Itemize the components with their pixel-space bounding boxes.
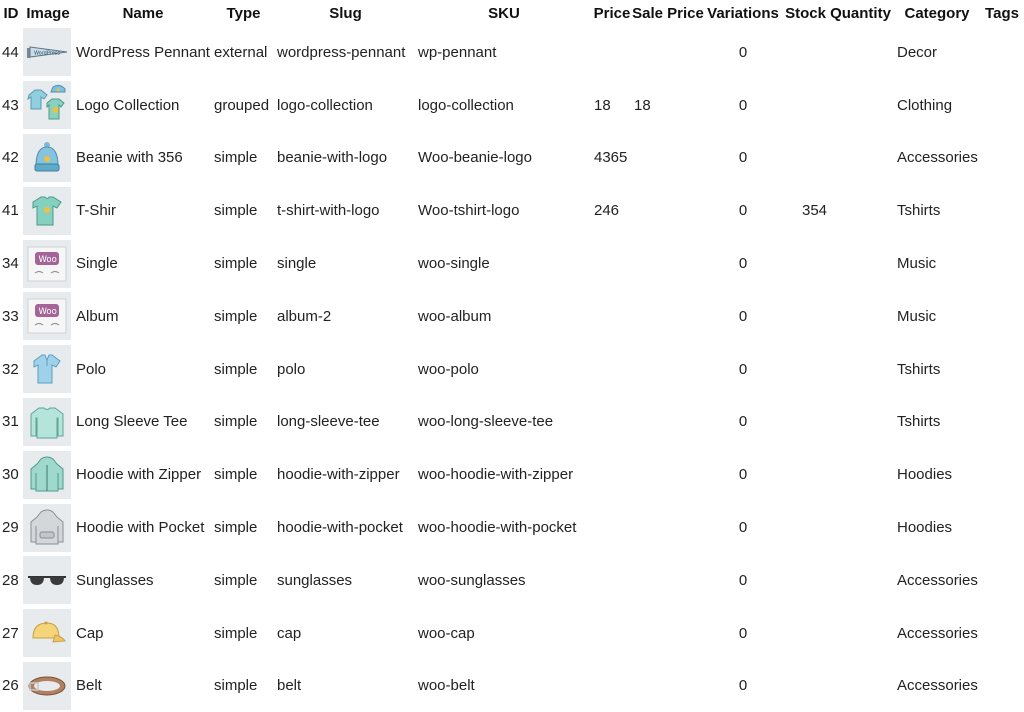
cell-sale-price: 18 <box>634 96 651 114</box>
cell-category: Hoodies <box>897 466 953 484</box>
cell-tags <box>980 132 1024 185</box>
cell-price <box>592 396 632 449</box>
cell-sale-price <box>632 607 704 660</box>
cell-slug: album-2 <box>277 307 332 325</box>
belt-icon[interactable] <box>23 662 71 710</box>
cell-sale-price <box>632 448 704 501</box>
cell-sku: Woo-tshirt-logo <box>418 202 520 220</box>
cell-stock-quantity <box>782 26 894 79</box>
cell-name[interactable]: T-Shir <box>76 202 117 220</box>
table-row[interactable] <box>0 237 1024 290</box>
cell-price <box>592 607 632 660</box>
cell-image <box>22 554 74 607</box>
cell-variations: 0 <box>738 677 748 695</box>
cell-name[interactable]: Cap <box>76 624 104 642</box>
cell-name[interactable]: Hoodie with Zipper <box>76 466 202 484</box>
cell-stock-quantity <box>782 237 894 290</box>
polo-icon[interactable] <box>23 345 71 393</box>
sunglasses-icon[interactable] <box>23 556 71 604</box>
hoodie-zipper-icon[interactable] <box>23 451 71 499</box>
cell-variations: 0 <box>738 466 748 484</box>
cell-stock-quantity <box>782 607 894 660</box>
cell-tags <box>980 607 1024 660</box>
cell-name[interactable]: Polo <box>76 360 107 378</box>
cell-sale-price <box>632 132 704 185</box>
cell-variations: 0 <box>738 571 748 589</box>
cell-type: grouped <box>214 96 270 114</box>
cell-sale-price <box>632 184 704 237</box>
cell-stock-quantity <box>782 79 894 132</box>
cell-tags <box>980 554 1024 607</box>
cell-variations: 0 <box>738 519 748 537</box>
cell-type: simple <box>214 413 258 431</box>
tshirt-icon[interactable] <box>23 187 71 235</box>
cell-id: 33 <box>2 307 19 325</box>
cell-type: external <box>214 43 268 61</box>
cell-slug: single <box>277 255 317 273</box>
cell-slug: wordpress-pennant <box>277 43 406 61</box>
cell-price <box>592 26 632 79</box>
cell-id: 42 <box>2 149 19 167</box>
cell-price <box>592 501 632 554</box>
cell-image <box>22 26 74 79</box>
table-row[interactable] <box>0 607 1024 660</box>
cell-tags <box>980 290 1024 343</box>
cell-name[interactable]: Sunglasses <box>76 571 154 589</box>
cell-tags <box>980 448 1024 501</box>
cell-type: simple <box>214 149 258 167</box>
cell-name[interactable]: Single <box>76 255 118 273</box>
table-row[interactable] <box>0 343 1024 396</box>
cell-stock-quantity <box>782 501 894 554</box>
cell-sku: woo-belt <box>418 677 475 695</box>
cell-name[interactable]: Beanie with 356 <box>76 149 183 167</box>
cell-id: 26 <box>2 677 19 695</box>
cell-name[interactable]: WordPress Pennant <box>76 43 210 61</box>
cell-category: Accessories <box>897 571 978 589</box>
cell-price <box>592 343 632 396</box>
cell-variations: 0 <box>738 307 748 325</box>
cell-type: simple <box>214 466 258 484</box>
long-sleeve-tee-icon[interactable] <box>23 398 71 446</box>
cell-sku: woo-hoodie-with-pocket <box>418 519 577 537</box>
cell-category: Accessories <box>897 624 978 642</box>
cell-slug: logo-collection <box>277 96 373 114</box>
svg-text:Woo: Woo <box>38 307 57 318</box>
cell-slug: cap <box>277 624 302 642</box>
cell-tags <box>980 396 1024 449</box>
cell-variations: 0 <box>738 413 748 431</box>
cell-id: 34 <box>2 255 19 273</box>
cell-sku: woo-cap <box>418 624 475 642</box>
cell-tags <box>980 343 1024 396</box>
cell-price <box>592 290 632 343</box>
woo-album-icon[interactable] <box>23 292 71 340</box>
header-image[interactable]: Image <box>26 4 70 22</box>
table-row[interactable] <box>0 501 1024 554</box>
table-row[interactable] <box>0 184 1024 237</box>
cell-stock-quantity <box>782 554 894 607</box>
hoodie-pocket-icon[interactable] <box>23 504 71 552</box>
cell-name[interactable]: Album <box>76 307 119 325</box>
cell-category: Tshirts <box>897 360 941 378</box>
cell-category: Tshirts <box>897 413 941 431</box>
cell-price <box>592 448 632 501</box>
cell-image <box>22 184 74 237</box>
cell-variations: 0 <box>738 43 748 61</box>
header-variations[interactable]: Variations <box>707 4 779 22</box>
cell-stock-quantity: 354 <box>802 202 828 220</box>
cell-sku: wp-pennant <box>418 43 497 61</box>
header-slug[interactable]: Slug <box>329 4 362 22</box>
cell-sale-price <box>632 237 704 290</box>
header-row <box>0 0 1024 26</box>
cell-image <box>22 501 74 554</box>
cell-category: Decor <box>897 43 938 61</box>
cell-image <box>22 237 74 290</box>
cell-slug: sunglasses <box>277 571 353 589</box>
cell-type: simple <box>214 677 258 695</box>
cell-image <box>22 343 74 396</box>
cell-image <box>22 607 74 660</box>
cell-price: 18 <box>594 96 611 114</box>
table-row[interactable] <box>0 290 1024 343</box>
header-name[interactable]: Name <box>122 4 164 22</box>
table-row[interactable] <box>0 132 1024 185</box>
header-id[interactable]: ID <box>3 4 19 22</box>
cell-id: 29 <box>2 519 19 537</box>
cell-name[interactable]: Logo Collection <box>76 96 180 114</box>
pennant-icon[interactable] <box>23 28 71 76</box>
header-type[interactable]: Type <box>226 4 261 22</box>
cell-sale-price <box>632 396 704 449</box>
cell-id: 28 <box>2 571 19 589</box>
cell-id: 41 <box>2 202 19 220</box>
cell-stock-quantity <box>782 290 894 343</box>
header-sku[interactable]: SKU <box>488 4 520 22</box>
header-price[interactable]: Price <box>593 4 631 22</box>
svg-text:Woo: Woo <box>38 254 57 265</box>
cell-slug: t-shirt-with-logo <box>277 202 380 220</box>
cell-variations: 0 <box>738 255 748 273</box>
woo-single-icon[interactable] <box>23 240 71 288</box>
cell-tags <box>980 237 1024 290</box>
svg-text:WordPress: WordPress <box>34 50 61 57</box>
header-category[interactable]: Category <box>904 4 970 22</box>
cell-sku: woo-sunglasses <box>418 571 526 589</box>
cell-id: 44 <box>2 43 19 61</box>
cell-type: simple <box>214 255 258 273</box>
cell-type: simple <box>214 571 258 589</box>
header-tags[interactable]: Tags <box>985 4 1019 22</box>
cell-slug: hoodie-with-zipper <box>277 466 400 484</box>
cell-id: 31 <box>2 413 19 431</box>
cell-sale-price <box>632 660 704 712</box>
cell-slug: polo <box>277 360 306 378</box>
cell-stock-quantity <box>782 660 894 712</box>
cell-sale-price <box>632 343 704 396</box>
table-row[interactable] <box>0 660 1024 712</box>
cell-id: 32 <box>2 360 19 378</box>
cell-sku: woo-single <box>418 255 490 273</box>
cell-slug: belt <box>277 677 302 695</box>
cell-type: simple <box>214 360 258 378</box>
cell-variations: 0 <box>738 624 748 642</box>
cell-sku: woo-hoodie-with-zipper <box>418 466 574 484</box>
cell-stock-quantity <box>782 132 894 185</box>
cell-type: simple <box>214 519 258 537</box>
cell-price <box>592 237 632 290</box>
cell-sale-price <box>632 26 704 79</box>
cell-category: Accessories <box>897 149 978 167</box>
cell-sku: woo-album <box>418 307 492 325</box>
cell-sku: Woo-beanie-logo <box>418 149 532 167</box>
cell-image <box>22 290 74 343</box>
cell-type: simple <box>214 202 258 220</box>
cell-slug: beanie-with-logo <box>277 149 388 167</box>
cell-type: simple <box>214 307 258 325</box>
cell-category: Clothing <box>897 96 953 114</box>
cell-image <box>22 79 74 132</box>
cell-category: Accessories <box>897 677 978 695</box>
cell-price <box>592 660 632 712</box>
cell-sale-price <box>632 501 704 554</box>
cell-sku: woo-long-sleeve-tee <box>418 413 554 431</box>
cell-stock-quantity <box>782 448 894 501</box>
cell-stock-quantity <box>782 343 894 396</box>
cell-price: 4365 <box>594 149 628 167</box>
cell-name[interactable]: Long Sleeve Tee <box>76 413 188 431</box>
cell-stock-quantity <box>782 396 894 449</box>
cell-slug: hoodie-with-pocket <box>277 519 403 537</box>
logo-collection-icon[interactable] <box>23 81 71 129</box>
cell-name[interactable]: Belt <box>76 677 102 695</box>
cell-id: 43 <box>2 96 19 114</box>
cell-variations: 0 <box>738 149 748 167</box>
table-row[interactable] <box>0 26 1024 79</box>
cell-variations: 0 <box>738 96 748 114</box>
cell-sale-price <box>632 554 704 607</box>
cell-sku: logo-collection <box>418 96 514 114</box>
cell-slug: long-sleeve-tee <box>277 413 380 431</box>
cell-price <box>592 554 632 607</box>
cell-category: Tshirts <box>897 202 941 220</box>
cell-type: simple <box>214 624 258 642</box>
cell-image <box>22 448 74 501</box>
cell-category: Music <box>897 307 937 325</box>
cell-id: 30 <box>2 466 19 484</box>
cell-tags <box>980 660 1024 712</box>
header-stock-quantity[interactable]: Stock Quantity <box>785 4 891 22</box>
table-row[interactable] <box>0 396 1024 449</box>
cell-sale-price <box>632 290 704 343</box>
cell-variations: 0 <box>738 360 748 378</box>
table-row[interactable] <box>0 554 1024 607</box>
cell-id: 27 <box>2 624 19 642</box>
cell-image <box>22 396 74 449</box>
cell-name[interactable]: Hoodie with Pocket <box>76 519 205 537</box>
cell-sku: woo-polo <box>418 360 479 378</box>
cell-variations: 0 <box>738 202 748 220</box>
cell-category: Hoodies <box>897 519 953 537</box>
cap-icon[interactable] <box>23 609 71 657</box>
beanie-icon[interactable] <box>23 134 71 182</box>
table-row[interactable] <box>0 448 1024 501</box>
cell-tags <box>980 26 1024 79</box>
cell-tags <box>980 184 1024 237</box>
cell-tags <box>980 79 1024 132</box>
cell-image <box>22 132 74 185</box>
table-row[interactable] <box>0 79 1024 132</box>
header-sale-price[interactable]: Sale Price <box>632 4 704 22</box>
cell-category: Music <box>897 255 937 273</box>
cell-price: 246 <box>594 202 620 220</box>
cell-image <box>22 660 74 712</box>
cell-tags <box>980 501 1024 554</box>
